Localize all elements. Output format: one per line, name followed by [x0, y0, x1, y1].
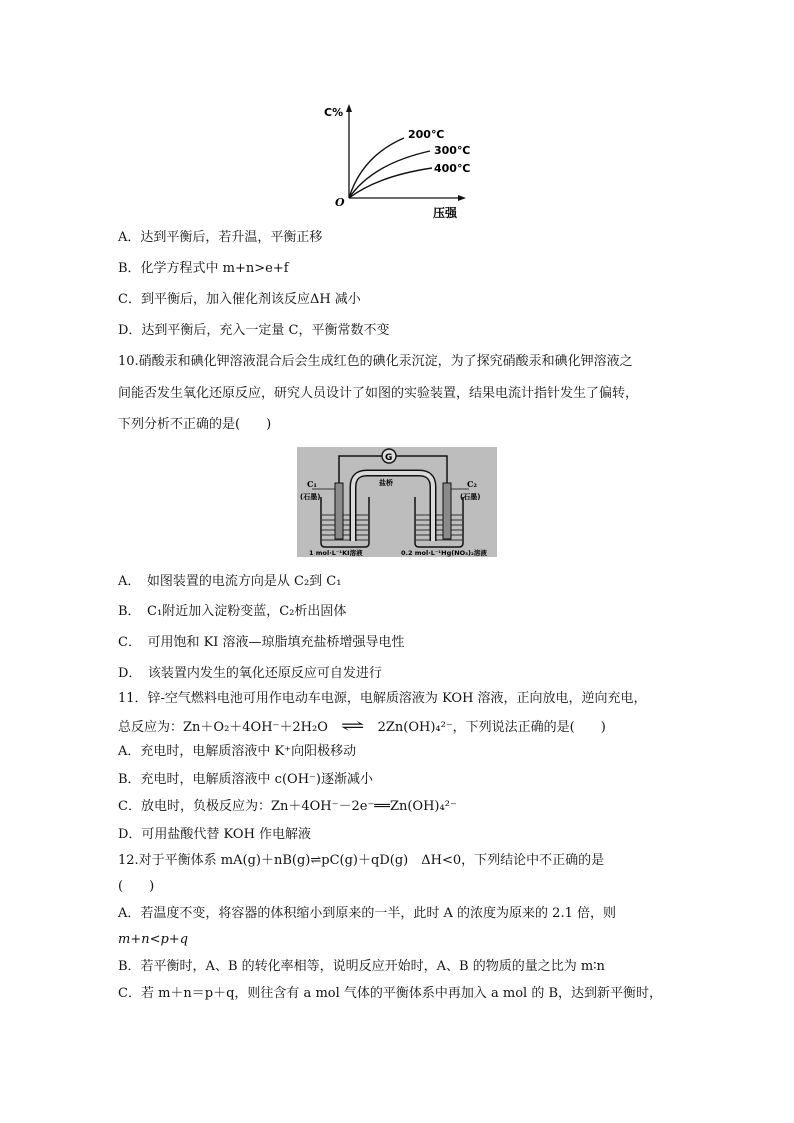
- origin-label: O: [335, 196, 345, 209]
- x-axis-label: 压强: [433, 206, 458, 220]
- q11-option-b: B．充电时，电解质溶液中 c(OH⁻)逐渐减小: [118, 772, 373, 787]
- q9-option-a: A．达到平衡后，若升温，平衡正移: [118, 230, 323, 245]
- right-solution-label: 0.2 mol·L⁻¹Hg(NO₃)₂溶液: [401, 549, 487, 557]
- q10-stem-line1: 10.硝酸汞和碘化钾溶液混合后会生成红色的碘化汞沉淀，为了探究硝酸汞和碘化钾溶液之: [118, 354, 633, 369]
- q11-reversible-arrow: ⇌: [340, 716, 365, 735]
- q12-option-c: C．若 m＋n＝p＋q，则往含有 a mol 气体的平衡体系中再加入 a mol 的 B，达到新平衡时，: [118, 986, 663, 1001]
- c2-material: (石墨): [460, 493, 481, 501]
- q12-stem-line2: ( ): [118, 879, 155, 894]
- q10-option-b: B． C₁附近加入淀粉变蓝，C₂析出固体: [118, 604, 347, 619]
- q10-option-a: A． 如图装置的电流方向是从 C₂到 C₁: [118, 574, 342, 589]
- c1-material: (石墨): [300, 493, 321, 501]
- q11-equation-right: 2Zn(OH)₄²⁻，下列说法正确的是( ): [377, 720, 606, 735]
- q10-stem-line2: 间能否发生氧化还原反应，研究人员设计了如图的实验装置，结果电流计指针发生了偏转，: [118, 386, 639, 401]
- q11-option-a: A．充电时，电解质溶液中 K⁺向阳极移动: [118, 744, 357, 759]
- q12-option-a-line1: A．若温度不变，将容器的体积缩小到原来的一半，此时 A 的浓度为原来的 2.1 倍，则: [118, 906, 616, 921]
- electrode-c2: [443, 483, 451, 539]
- electrochemical-cell-figure: [297, 447, 497, 557]
- salt-bridge-label: 盐桥: [379, 479, 393, 487]
- y-axis-arrow: [346, 104, 352, 112]
- curve-300: [349, 151, 430, 198]
- q9-option-c: C．到平衡后，加入催化剂该反应ΔH 减小: [118, 292, 361, 307]
- q10-option-d: D． 该装置内发生的氧化还原反应可自发进行: [118, 666, 382, 681]
- y-axis-label: C%: [324, 106, 344, 119]
- q12-stem-line1: 12.对于平衡体系 mA(g)＋nB(g)⇌pC(g)＋qD(g) ΔH<0，下列结论中不正确的是: [118, 853, 605, 868]
- q9-option-d: D．达到平衡后，充入一定量 C，平衡常数不变: [118, 323, 390, 338]
- c2-label: C₂: [467, 479, 477, 489]
- q10-stem-line3: 下列分析不正确的是( ): [118, 417, 272, 432]
- q11-stem-line1: 11．锌-空气燃料电池可用作电动车电源，电解质溶液为 KOH 溶液，正向放电，逆向充电，: [118, 691, 647, 706]
- q11-equation-left: 总反应为：Zn＋O₂＋4OH⁻＋2H₂O: [118, 720, 328, 735]
- q11-stem-line2: [118, 717, 606, 737]
- series-label-300: 300℃: [434, 144, 471, 157]
- galvanometer-label: G: [385, 453, 393, 463]
- left-solution-label: 1 mol·L⁻¹KI溶液: [309, 549, 363, 557]
- q12-option-b: B．若平衡时，A、B 的转化率相等，说明反应开始时，A、B 的物质的量之比为 m∶n: [118, 959, 605, 974]
- q10-option-c: C． 可用饱和 KI 溶液—琼脂填充盐桥增强导电性: [118, 635, 405, 650]
- c1-label: C₁: [307, 479, 317, 489]
- pressure-temperature-graph: [300, 96, 480, 224]
- electrode-c1: [335, 483, 343, 539]
- x-axis-arrow: [458, 195, 466, 201]
- q11-option-c: C．放电时，负极反应为：Zn＋4OH⁻－2e⁻══Zn(OH)₄²⁻: [118, 799, 457, 814]
- curve-200: [349, 138, 404, 198]
- q11-option-d: D．可用盐酸代替 KOH 作电解液: [118, 827, 312, 842]
- series-label-200: 200℃: [408, 128, 445, 141]
- q12-option-a-line2: m+n<p+q: [118, 932, 189, 947]
- q9-option-b: B．化学方程式中 m+n>e+f: [118, 261, 289, 276]
- series-label-400: 400℃: [434, 162, 471, 175]
